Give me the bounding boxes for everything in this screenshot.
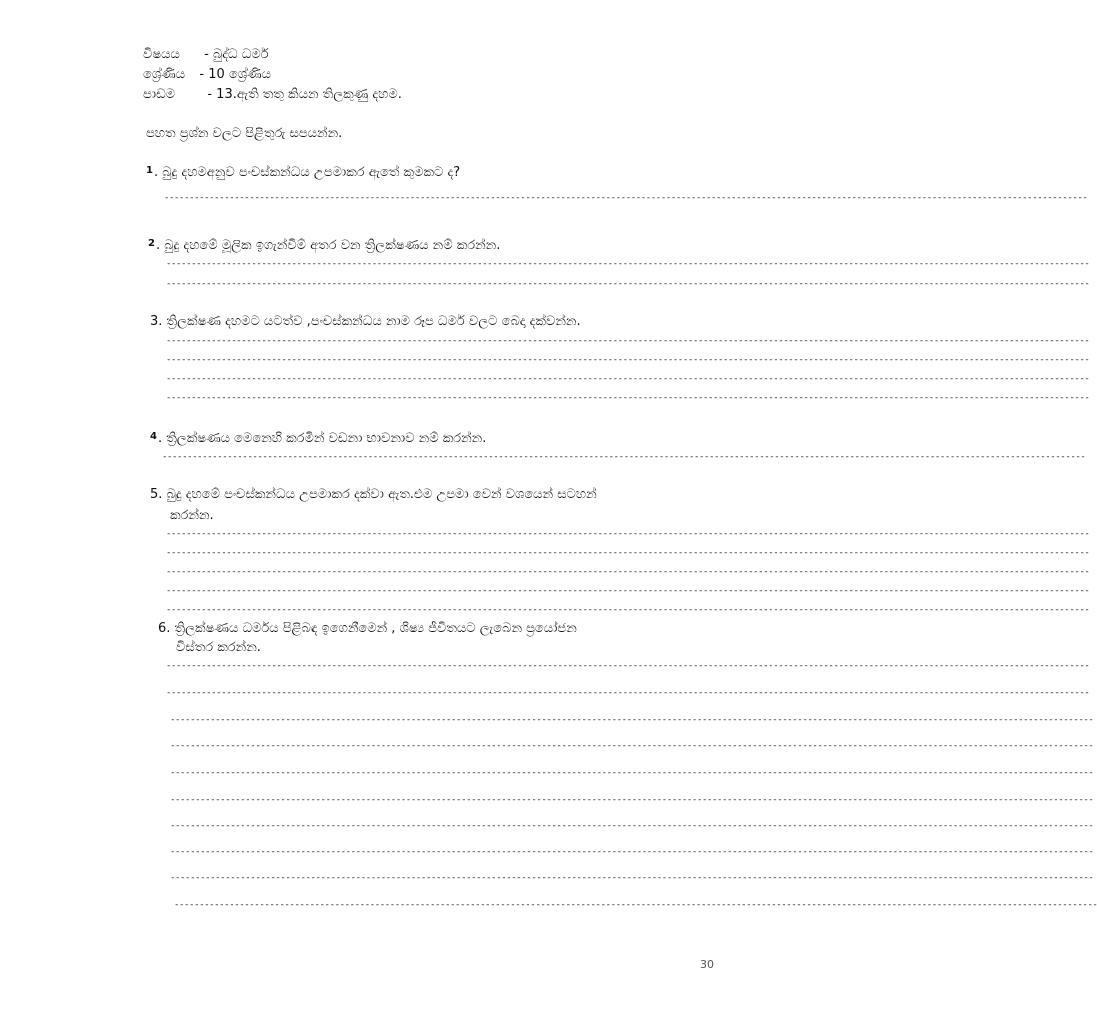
question-text: ත්‍රිලක්ෂණය ධර්මය පිළිබඳ ඉගෙනීමෙන් , ශිෂ්‍ය ජීවිතයට ලැබෙන ප්‍රයෝජන xyxy=(170,621,577,636)
question-text: . බුදු දහමේ මූලික ඉගැන්වීම් අතර වන ත්‍රිලක්ෂණය නම් කරන්න. xyxy=(155,238,501,253)
lesson-value: - 13.ඇති තතු කියන තිලකුණු දහම. xyxy=(207,87,402,102)
answer-line[interactable]: ---------------------------------------------------------------------------------------------------------------------------------------------------------------------------------------- xyxy=(170,873,1094,883)
answer-line[interactable]: ---------------------------------------------------------------------------------------------------------------------------------------------------------------------------------------- xyxy=(166,259,1090,269)
answer-line[interactable]: ---------------------------------------------------------------------------------------------------------------------------------------------------------------------------------------- xyxy=(166,355,1090,365)
question-3 xyxy=(150,314,581,330)
question-2 xyxy=(148,236,500,254)
question-5-continued: කරන්න. xyxy=(170,508,214,523)
answer-line[interactable]: ---------------------------------------------------------------------------------------------------------------------------------------------------------------------------------------- xyxy=(170,821,1094,831)
question-number: 4 xyxy=(150,431,157,442)
answer-line[interactable]: ---------------------------------------------------------------------------------------------------------------------------------------------------------------------------------------- xyxy=(166,688,1090,698)
answer-line[interactable]: ---------------------------------------------------------------------------------------------------------------------------------------------------------------------------------------- xyxy=(170,741,1094,751)
answer-line[interactable]: ---------------------------------------------------------------------------------------------------------------------------------------------------------------------------------------- xyxy=(166,374,1090,384)
question-6 xyxy=(158,621,577,637)
question-text: ත්‍රිලක්ෂණ දහමට යටත්ව ,පංචස්කන්ධය නාම රූප ධර්ම වලට බෙදා දක්වන්න. xyxy=(162,314,581,329)
subject-label: විෂයය xyxy=(143,47,180,62)
answer-line[interactable]: ---------------------------------------------------------------------------------------------------------------------------------------------------------------------------------------- xyxy=(164,193,1088,203)
answer-line[interactable]: ---------------------------------------------------------------------------------------------------------------------------------------------------------------------------------------- xyxy=(166,567,1090,577)
question-text: බුදු දහමේ පංචස්කන්ධය උපමාකර දක්වා ඇත.එම උපමා වෙන් වශයෙන් සටහන් xyxy=(162,487,597,502)
grade-label: ශ්‍රේණිය xyxy=(143,67,186,82)
subject-value: - බුද්ධ ධර්ම xyxy=(204,47,269,62)
question-number: 2 xyxy=(148,238,155,249)
lesson-label: පාඩම xyxy=(143,87,176,102)
grade-row xyxy=(143,67,271,83)
answer-line[interactable]: ---------------------------------------------------------------------------------------------------------------------------------------------------------------------------------------- xyxy=(166,605,1090,615)
grade-value: - 10 ශ්‍රේණිය xyxy=(199,67,271,82)
question-4 xyxy=(150,429,486,447)
question-6-continued: විස්තර කරන්න. xyxy=(176,640,261,655)
question-number: 3. xyxy=(150,314,163,329)
question-text: . ත්‍රිලක්ෂණය මෙනෙහි කරමින් වඩනා භාවනාව නම් කරන්න. xyxy=(157,431,487,446)
answer-line[interactable]: ---------------------------------------------------------------------------------------------------------------------------------------------------------------------------------------- xyxy=(174,900,1097,910)
answer-line[interactable]: ---------------------------------------------------------------------------------------------------------------------------------------------------------------------------------------- xyxy=(166,529,1090,539)
question-1 xyxy=(146,163,460,181)
answer-line[interactable]: ---------------------------------------------------------------------------------------------------------------------------------------------------------------------------------------- xyxy=(166,336,1090,346)
instruction: පහත ප්‍රශ්න වලට පිළිතුරු සපයන්න. xyxy=(146,126,343,141)
lesson-row xyxy=(143,87,402,103)
question-5 xyxy=(150,487,597,503)
answer-line[interactable]: ---------------------------------------------------------------------------------------------------------------------------------------------------------------------------------------- xyxy=(166,661,1090,671)
question-number: 6. xyxy=(158,621,171,636)
answer-line[interactable]: ---------------------------------------------------------------------------------------------------------------------------------------------------------------------------------------- xyxy=(166,279,1090,289)
question-number: 1 xyxy=(146,165,153,176)
answer-line[interactable]: ---------------------------------------------------------------------------------------------------------------------------------------------------------------------------------------- xyxy=(170,847,1094,857)
subject-row xyxy=(143,47,269,63)
page-number: 30 xyxy=(700,958,714,971)
answer-line[interactable]: ---------------------------------------------------------------------------------------------------------------------------------------------------------------------------------------- xyxy=(166,548,1090,558)
answer-line[interactable]: ---------------------------------------------------------------------------------------------------------------------------------------------------------------------------------------- xyxy=(166,393,1090,403)
answer-line[interactable]: ---------------------------------------------------------------------------------------------------------------------------------------------------------------------------------------- xyxy=(170,715,1094,725)
question-number: 5. xyxy=(150,487,163,502)
answer-line[interactable]: ---------------------------------------------------------------------------------------------------------------------------------------------------------------------------------------- xyxy=(166,586,1090,596)
answer-line[interactable]: ---------------------------------------------------------------------------------------------------------------------------------------------------------------------------------------- xyxy=(170,795,1094,805)
answer-line[interactable]: ---------------------------------------------------------------------------------------------------------------------------------------------------------------------------------------- xyxy=(170,768,1094,778)
question-text: . බුදු දහමඅනුව පංචස්කන්ධය උපමාකර ඇතේ කුමකට ද? xyxy=(153,165,461,180)
answer-line[interactable]: ---------------------------------------------------------------------------------------------------------------------------------------------------------------------------------------- xyxy=(162,452,1086,462)
